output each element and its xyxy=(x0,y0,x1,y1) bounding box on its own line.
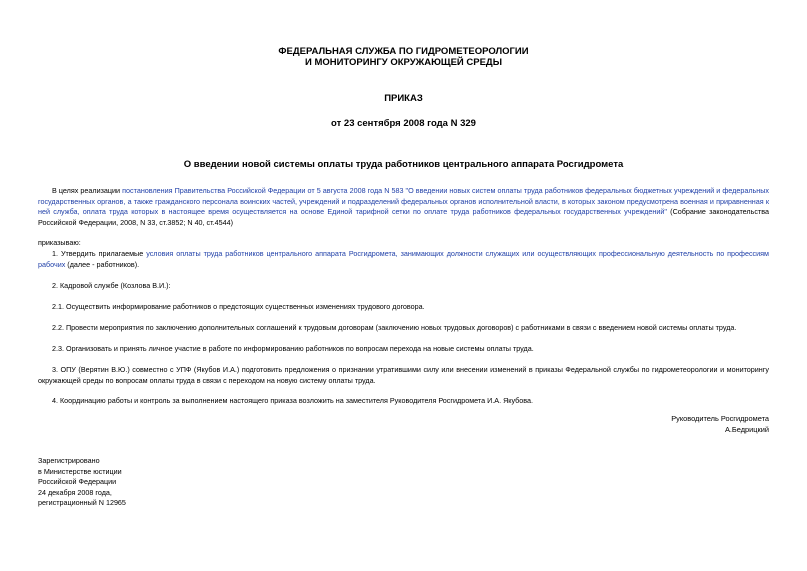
signature-position: Руководитель Росгидромета xyxy=(671,414,769,423)
orders-label: приказываю: xyxy=(38,238,81,247)
agency-name xyxy=(0,46,807,68)
registration-line3: Российской Федерации xyxy=(38,477,117,487)
paragraph-1 xyxy=(38,249,769,270)
paragraph-1-prefix: 1. Утвердить прилагаемые xyxy=(52,249,147,258)
paragraph-2-1: 2.1. Осуществить информирование работников о предстоящих существенных изменениях трудового договора. xyxy=(52,302,425,311)
intro-paragraph xyxy=(38,186,769,228)
paragraph-4: 4. Координацию работы и контроль за выполнением настоящего приказа возложить на заместителя Руководителя Росгидромета И.А. Якубова. xyxy=(52,396,534,405)
paragraph-2-3: 2.3. Организовать и принять личное участие в работе по информированию работников по вопросам перехода на новые системы оплаты труда. xyxy=(52,344,534,353)
registration-line4: 24 декабря 2008 года, xyxy=(38,487,112,497)
intro-suffix: (Собрание законодательства Российской Федерации, 2008, N 33, ст.3852; N 40, ст.4544) xyxy=(38,207,769,227)
paragraph-2-2: 2.2. Провести мероприятия по заключению дополнительных соглашений к трудовым договорам (заключению новых трудовых договоров) с работниками в связи с введением новой системы оплаты труда. xyxy=(52,323,737,332)
order-title: ПРИКАЗ xyxy=(384,93,423,104)
order-subject: О введении новой системы оплаты труда работников центрального аппарата Росгидромета xyxy=(183,159,624,170)
signature-block xyxy=(671,414,769,435)
paragraph-3: 3. ОПУ (Верятин В.Ю.) совместно с УПФ (Якубов И.А.) подготовить предложения о признании утратившими силу или внесении изменений в приказы Федеральной службы по гидрометеорологии и мониторингу окружающей среды по вопросам оплаты труда в связи с переходом на новую систему оплаты труда. xyxy=(38,365,769,385)
registration-line1: Зарегистрировано xyxy=(38,456,100,465)
registration-line5: регистрационный N 12965 xyxy=(38,498,126,508)
paragraph-2: 2. Кадровой службе (Козлова В.И.): xyxy=(52,281,171,290)
registration-line2: в Министерстве юстиции xyxy=(38,466,122,476)
pay-conditions-link[interactable]: условия оплаты труда работников центрального аппарата Росгидромета, занимающих должности служащих или осуществляющих профессиональную деятельность по профессиям рабочих xyxy=(38,249,769,269)
order-date: от 23 сентября 2008 года N 329 xyxy=(331,118,476,129)
government-decree-link[interactable]: постановления Правительства Российской Федерации от 5 августа 2008 года N 583 "О введении новых систем оплаты труда работников федеральных бюджетных учреждений и федеральных государственных органов, а также гражданского персонала воинских частей, учреждений и подразделений федеральных органов исполнительной власти, в которых законом предусмотрена военная и приравненная к ней служба, оплата труда которых в настоящее время осуществляется на основе Единой тарифной сетки по оплате труда работников федеральных государственных учреждений" xyxy=(38,186,769,217)
agency-name-line1: ФЕДЕРАЛЬНАЯ СЛУЖБА ПО ГИДРОМЕТЕОРОЛОГИИ xyxy=(278,46,529,57)
paragraph-1-suffix: (далее - работников). xyxy=(65,259,140,269)
intro-prefix: В целях реализации xyxy=(52,186,123,195)
agency-name-line2: И МОНИТОРИНГУ ОКРУЖАЮЩЕЙ СРЕДЫ xyxy=(304,57,502,68)
registration-block xyxy=(38,456,126,509)
signature-name: А.Бедрицкий xyxy=(724,424,769,434)
